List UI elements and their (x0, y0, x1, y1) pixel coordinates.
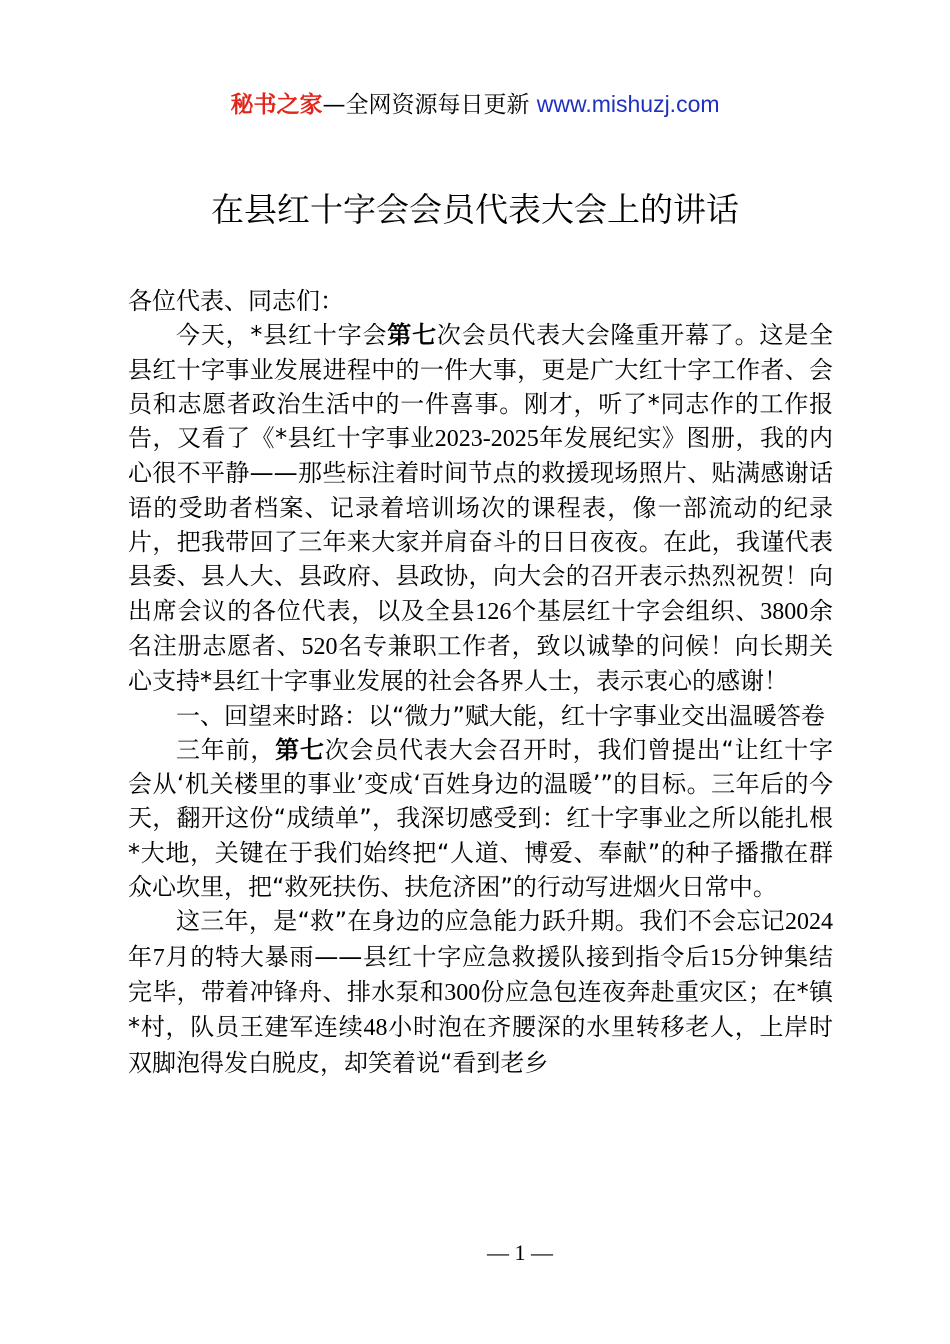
paragraph-emergency: 这三年，是“救”在身边的应急能力跃升期。我们不会忘记2024年7月的特大暴雨——县红十字应急救援队接到指令后15分钟集结完毕，带着冲锋舟、排水泵和300份应急包连夜奔赴重灾区；在*镇*村，队员王建军连续48小时泡在齐腰深的水里转移老人，上岸时双脚泡得发白脱皮，却笑着说“看到老乡 (128, 907, 834, 1077)
document-title: 在县红十字会会员代表大会上的讲话 (211, 190, 739, 229)
salutation: 各位代表、同志们： (128, 287, 344, 315)
site-url-link[interactable]: www.mishuzj.com (536, 91, 720, 117)
paragraph-opening: 今天，*县红十字会第七次会员代表大会隆重开幕了。这是全县红十字事业发展进程中的一件大事，更是广大红十字工作者、会员和志愿者政治生活中的一件喜事。刚才，听了*同志作的工作报告，又看了《*县红十字事业2023-2025年发展纪实》图册，我的内心很不平静——那些标注着时间节点的救援现场照片、贴满感谢话语的受助者档案、记录着培训场次的课程表，像一部流动的纪录片，把我带回了三年来大家并肩奋斗的日日夜夜。在此，我谨代表县委、县人大、县政府、县政协，向大会的召开表示热烈祝贺！向出席会议的各位代表，以及全县126个基层红十字会组织、3800余名注册志愿者、520名专兼职工作者，致以诚挚的问候！向长期关心支持*县红十字事业发展的社会各界人士，表示衷心的感谢！ (128, 321, 834, 696)
document-body (128, 284, 833, 1080)
page-number: — 1 — (487, 1240, 553, 1265)
paragraph-review: 三年前，第七次会员代表大会召开时，我们曾提出“让红十字会从‘机关楼里的事业’变成‘百姓身边的温暖’”的目标。三年后的今天，翻开这份“成绩单”，我深切感受到：红十字事业之所以能扎根*大地，关键在于我们始终把“人道、博爱、奉献”的种子播撒在群众心坎里，把“救死扶伤、扶危济困”的行动写进烟火日常中。 (128, 735, 834, 902)
site-brand: 秘书之家 (230, 92, 323, 118)
site-tagline: —全网资源每日更新 (322, 92, 530, 118)
section-heading-1: 一、回望来时路：以“微力”赋大能，红十字事业交出温暖答卷 (176, 701, 825, 730)
site-header (0, 88, 950, 121)
